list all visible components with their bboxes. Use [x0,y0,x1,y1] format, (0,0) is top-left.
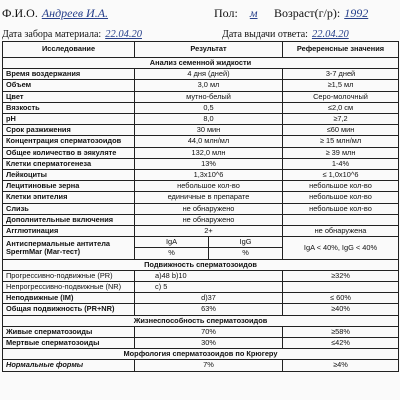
row-reference: ≥32% [283,270,399,281]
row-reference: ≥ 39 млн [283,147,399,158]
iga-label: IgA [165,237,178,247]
row-reference: ≤60 мин [283,125,399,136]
row-reference: ≥ 15 млн/мл [283,136,399,147]
table-row [3,293,399,304]
section-row-motility [3,259,399,270]
section-row-morphology [3,349,399,360]
row-reference: небольшое кол-во [283,181,399,192]
igg-value: % [208,248,282,258]
row-result: единичные в препарате [135,192,283,203]
row-name: Дополнительные включения [3,214,135,225]
row-reference: 3-7 дней [283,69,399,80]
row-reference: ≥40% [283,304,399,315]
row-result: 44,0 млн/мл [135,136,283,147]
table-row [3,114,399,125]
row-result: 0,5 [135,102,283,113]
table-row [3,270,399,281]
section-row-analysis [3,58,399,69]
row-name: Срок разжижения [3,125,135,136]
row-name: Клетки эпителия [3,192,135,203]
row-result: 3,0 мл [135,80,283,91]
table-row [3,125,399,136]
column-header-ref: Референсные значения [283,42,399,58]
table-row [3,203,399,214]
row-reference: ≤42% [283,338,399,349]
sex-label: Пол: [214,6,238,20]
table-row [3,158,399,169]
table-row [3,338,399,349]
age-label: Возраст(г/р): [274,6,341,20]
age-line [274,4,368,22]
row-name: Антиспермальные антитела SpermMar (Mar-тест) [3,237,135,259]
row-result: не обнаружено [135,214,283,225]
row-name: pH [3,114,135,125]
row-name: Прогрессивно-подвижные (PR) [3,270,135,281]
row-result: 4 дня (дней) [135,69,283,80]
row-name: Вязкость [3,102,135,113]
patient-name-line [2,4,108,22]
row-name: Объем [3,80,135,91]
row-name: Общее количество в эякуляте [3,147,135,158]
row-reference: IgA < 40%, IgG < 40% [283,237,399,259]
fio-label: Ф.И.О. [2,6,38,20]
section-title: Морфология сперматозоидов по Крюгеру [3,349,399,360]
iga-value: % [168,248,175,258]
row-result: не обнаружено [135,203,283,214]
collect-date-value: 22.04.20 [105,29,142,40]
section-title: Анализ семенной жидкости [3,58,399,69]
row-result: 63% [135,304,283,315]
issue-date-line [222,24,349,42]
table-row [3,282,399,293]
sex-line [214,4,258,22]
row-result: небольшое кол-во [135,181,283,192]
issue-date-value: 22.04.20 [311,29,349,40]
table-row-antisperm [3,237,399,259]
row-result: 1,3х10^6 [135,170,283,181]
row-reference: 1-4% [283,158,399,169]
row-reference: ≤ 60% [283,293,399,304]
table-row [3,214,399,225]
row-name: Нормальные формы [3,360,135,371]
collect-date-label: Дата забора материала: [2,29,102,40]
row-result: мутно-белый [135,91,283,102]
row-reference: ≥7,2 [283,114,399,125]
row-result: 30% [135,338,283,349]
igg-label: IgG [208,237,282,247]
table-row [3,69,399,80]
row-reference: ≥4% [283,360,399,371]
row-name: Лецитиновые зерна [3,181,135,192]
table-row [3,80,399,91]
row-reference: ≥58% [283,326,399,337]
table-row [3,170,399,181]
table-row [3,360,399,371]
row-name: Клетки сперматогенеза [3,158,135,169]
row-name: Агглютинация [3,226,135,237]
row-reference: ≤2,0 см [283,102,399,113]
row-name: Цвет [3,91,135,102]
age-value: 1992 [344,6,369,20]
row-result: d)37 [135,293,283,304]
row-name: Время воздержания [3,69,135,80]
results-table [2,41,399,372]
section-row-viability [3,315,399,326]
section-title: Подвижность сперматозоидов [3,259,399,270]
row-reference: не обнаружена [283,226,399,237]
row-reference: ≥1,5 мл [283,80,399,91]
row-result: 30 мин [135,125,283,136]
row-name: Непрогрессивно-подвижные (NR) [3,282,135,293]
table-row [3,136,399,147]
table-row [3,192,399,203]
row-name: Неподвижные (IM) [3,293,135,304]
row-name: Слизь [3,203,135,214]
issue-date-label: Дата выдачи ответа: [222,29,308,40]
table-row [3,326,399,337]
row-name: Лейкоциты [3,170,135,181]
row-name: Мертвые сперматозоиды [3,338,135,349]
sex-value: м [249,6,258,20]
section-title: Жизнеспособность сперматозоидов [3,315,399,326]
fio-value: Андреев И.А. [41,6,109,20]
column-header-study: Исследование [3,42,135,58]
row-result: а)48 b)10 [135,270,283,281]
collect-date-line [2,24,142,42]
row-result: 8,0 [135,114,283,125]
row-result: 2+ [135,226,283,237]
row-reference [283,214,399,225]
table-row [3,226,399,237]
row-reference: небольшое кол-во [283,192,399,203]
row-reference [283,282,399,293]
row-result: c) 5 [135,282,283,293]
row-result: 13% [135,158,283,169]
table-row [3,147,399,158]
column-header-result: Результат [135,42,283,58]
row-result: 132,0 млн [135,147,283,158]
row-reference: Серо-молочный [283,91,399,102]
table-row [3,181,399,192]
row-name: Общая подвижность (PR+NR) [3,304,135,315]
row-result: 7% [135,360,283,371]
antisperm-result [135,237,283,259]
row-name: Концентрация сперматозоидов [3,136,135,147]
row-reference: небольшое кол-во [283,203,399,214]
row-reference: ≤ 1,0х10^6 [283,170,399,181]
table-row [3,102,399,113]
table-row [3,91,399,102]
table-header-row [3,42,399,58]
row-name: Живые сперматозоиды [3,326,135,337]
row-result: 70% [135,326,283,337]
table-row [3,304,399,315]
